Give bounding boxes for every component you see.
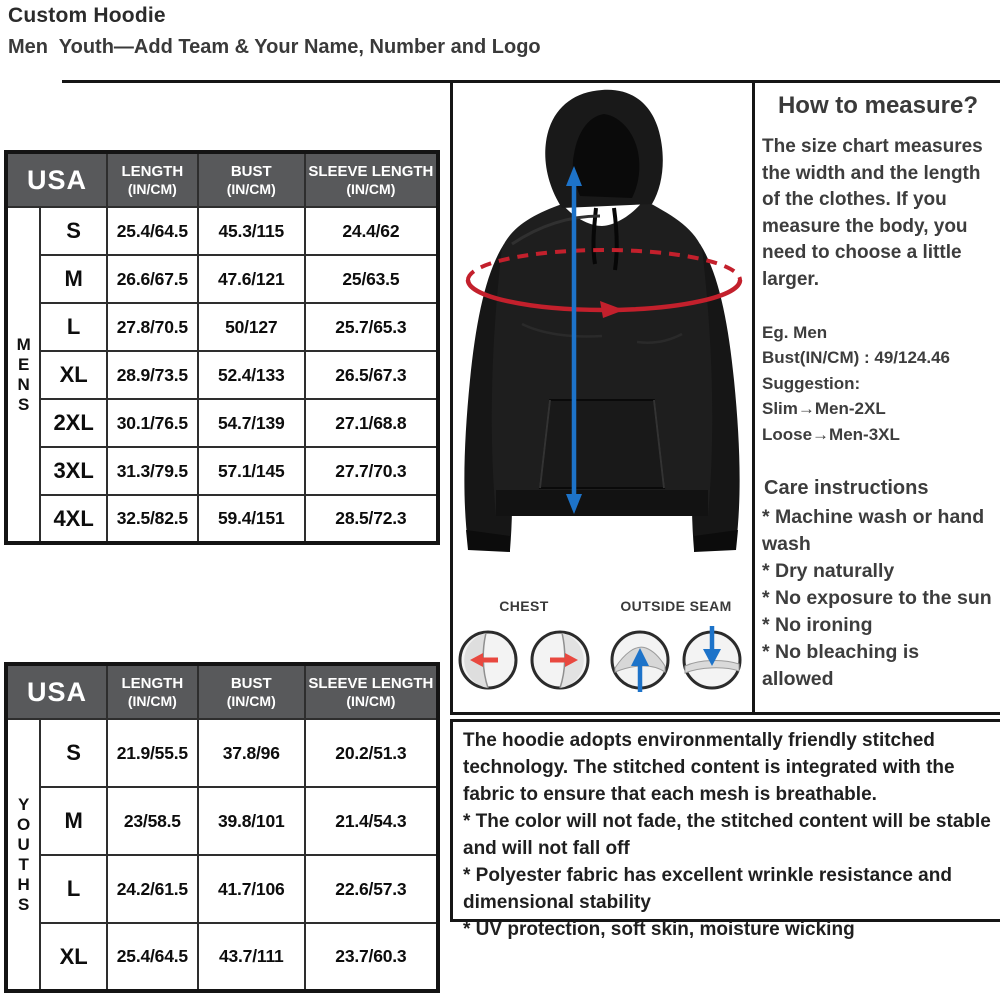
care-line: * No ironing bbox=[762, 613, 873, 636]
mens-size-table bbox=[4, 150, 440, 545]
youths-size-table bbox=[4, 662, 440, 993]
length-cell: 24.2/61.5 bbox=[107, 855, 198, 923]
care-line: * Machine wash or hand wash bbox=[762, 506, 985, 555]
sleeve-cell: 25/63.5 bbox=[305, 255, 438, 303]
fabric-description-line: * UV protection, soft skin, moisture wicking bbox=[463, 918, 855, 940]
size-cell: L bbox=[40, 303, 107, 351]
length-cell: 31.3/79.5 bbox=[107, 447, 198, 495]
table-row bbox=[6, 351, 438, 399]
chest-stretch-left-icon bbox=[456, 622, 520, 696]
bust-cell: 54.7/139 bbox=[198, 399, 305, 447]
how-to-measure-body: The size chart measures the width and the length of the clothes. If you measure the body, you need to choose a little larger. bbox=[762, 136, 983, 290]
size-cell: 4XL bbox=[40, 495, 107, 543]
example-line: Slim→Men-2XL bbox=[762, 399, 886, 419]
size-cell: 2XL bbox=[40, 399, 107, 447]
length-cell: 26.6/67.5 bbox=[107, 255, 198, 303]
bust-cell: 47.6/121 bbox=[198, 255, 305, 303]
chest-icon-group bbox=[449, 598, 599, 696]
sleeve-cell: 22.6/57.3 bbox=[305, 855, 438, 923]
fabric-description-line: The hoodie adopts environmentally friendly stitched technology. The stitched content is integrated with the fabric to ensure that each mesh is breathable. bbox=[463, 730, 955, 805]
sleeve-cell: 25.7/65.3 bbox=[305, 303, 438, 351]
table-row bbox=[6, 495, 438, 543]
sizing-example bbox=[762, 320, 994, 448]
size-cell: M bbox=[40, 255, 107, 303]
outside-seam-label: OUTSIDE SEAM bbox=[620, 598, 732, 614]
fabric-description-line: * The color will not fade, the stitched content will be stable and will not fall off bbox=[463, 810, 991, 859]
page-subtitle: Men Youth—Add Team & Your Name, Number and Logo bbox=[8, 36, 541, 58]
bust-cell: 50/127 bbox=[198, 303, 305, 351]
bust-cell: 52.4/133 bbox=[198, 351, 305, 399]
column-header-length: LENGTH (IN/CM) bbox=[107, 152, 198, 207]
length-cell: 25.4/64.5 bbox=[107, 923, 198, 991]
sleeve-cell: 23.7/60.3 bbox=[305, 923, 438, 991]
table-row bbox=[6, 447, 438, 495]
column-header-bust: BUST (IN/CM) bbox=[198, 152, 305, 207]
size-cell: S bbox=[40, 719, 107, 787]
care-line: * No exposure to the sun bbox=[762, 586, 992, 609]
table-row bbox=[6, 207, 438, 255]
column-header-usa: USA bbox=[6, 664, 107, 719]
how-to-measure-heading: How to measure? bbox=[777, 92, 979, 119]
size-cell: 3XL bbox=[40, 447, 107, 495]
outside-seam-icon-group bbox=[601, 598, 751, 696]
care-instructions bbox=[762, 477, 994, 692]
size-cell: XL bbox=[40, 351, 107, 399]
table-row bbox=[6, 719, 438, 787]
sleeve-cell: 27.7/70.3 bbox=[305, 447, 438, 495]
seam-arrow-up-icon bbox=[608, 622, 672, 696]
example-line: Suggestion: bbox=[762, 373, 861, 393]
how-to-measure-panel bbox=[762, 92, 994, 692]
table-header-row bbox=[6, 152, 438, 207]
hoodie-illustration bbox=[452, 84, 752, 589]
bust-cell: 59.4/151 bbox=[198, 495, 305, 543]
length-cell: 21.9/55.5 bbox=[107, 719, 198, 787]
column-header-usa: USA bbox=[6, 152, 107, 207]
example-line: Eg. Men bbox=[762, 322, 828, 342]
fabric-description-line: * Polyester fabric has excellent wrinkle resistance and dimensional stability bbox=[463, 864, 952, 913]
hoodie-photo bbox=[452, 84, 752, 589]
column-header-sleeve: SLEEVE LENGTH (IN/CM) bbox=[305, 152, 438, 207]
column-header-bust: BUST (IN/CM) bbox=[198, 664, 305, 719]
table-row bbox=[6, 787, 438, 855]
sleeve-cell: 28.5/72.3 bbox=[305, 495, 438, 543]
example-line: Bust(IN/CM) : 49/124.46 bbox=[762, 348, 950, 368]
table-row bbox=[6, 303, 438, 351]
sleeve-cell: 26.5/67.3 bbox=[305, 351, 438, 399]
care-instructions-heading: Care instructions bbox=[764, 477, 929, 500]
bust-cell: 45.3/115 bbox=[198, 207, 305, 255]
seam-arrow-down-icon bbox=[680, 622, 744, 696]
right-panel-divider bbox=[752, 82, 755, 715]
table-header-row bbox=[6, 664, 438, 719]
chest-stretch-right-icon bbox=[528, 622, 592, 696]
sleeve-cell: 27.1/68.8 bbox=[305, 399, 438, 447]
length-cell: 27.8/70.5 bbox=[107, 303, 198, 351]
size-cell: S bbox=[40, 207, 107, 255]
length-cell: 32.5/82.5 bbox=[107, 495, 198, 543]
table-row bbox=[6, 923, 438, 991]
bust-cell: 57.1/145 bbox=[198, 447, 305, 495]
fabric-description-box bbox=[450, 719, 1000, 940]
length-cell: 28.9/73.5 bbox=[107, 351, 198, 399]
table-row bbox=[6, 399, 438, 447]
top-divider bbox=[62, 80, 1000, 83]
size-cell: XL bbox=[40, 923, 107, 991]
size-cell: M bbox=[40, 787, 107, 855]
care-line: * No bleaching is allowed bbox=[762, 640, 920, 690]
example-line: Loose→Men-3XL bbox=[762, 424, 900, 444]
group-label-youths: YOUTHS bbox=[6, 719, 40, 991]
sleeve-cell: 20.2/51.3 bbox=[305, 719, 438, 787]
care-line: * Dry naturally bbox=[762, 559, 895, 582]
table-row bbox=[6, 855, 438, 923]
bust-cell: 37.8/96 bbox=[198, 719, 305, 787]
length-cell: 23/58.5 bbox=[107, 787, 198, 855]
table-row bbox=[6, 255, 438, 303]
group-label-mens: MENS bbox=[6, 207, 40, 543]
bust-cell: 43.7/111 bbox=[198, 923, 305, 991]
chest-label: CHEST bbox=[499, 598, 549, 614]
bottom-divider bbox=[450, 712, 1000, 715]
column-header-length: LENGTH (IN/CM) bbox=[107, 664, 198, 719]
size-cell: L bbox=[40, 855, 107, 923]
column-header-sleeve: SLEEVE LENGTH (IN/CM) bbox=[305, 664, 438, 719]
sleeve-cell: 21.4/54.3 bbox=[305, 787, 438, 855]
length-cell: 30.1/76.5 bbox=[107, 399, 198, 447]
bust-cell: 41.7/106 bbox=[198, 855, 305, 923]
sleeve-cell: 24.4/62 bbox=[305, 207, 438, 255]
bust-cell: 39.8/101 bbox=[198, 787, 305, 855]
length-cell: 25.4/64.5 bbox=[107, 207, 198, 255]
page-title: Custom Hoodie bbox=[8, 4, 166, 27]
